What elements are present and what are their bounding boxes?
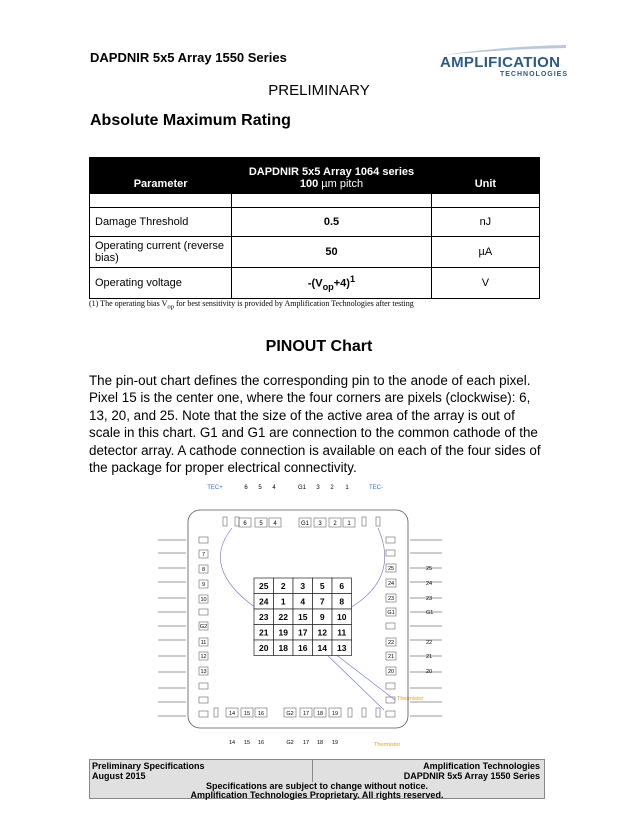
bottom-inner-label-18: 18 — [316, 711, 324, 717]
right-outer-label-21: 21 — [426, 654, 433, 660]
bottom-outer-label-19: 19 — [331, 740, 339, 746]
thermistor-outer-label: Thermistor — [374, 742, 401, 748]
col-parameter: Parameter — [90, 158, 232, 194]
pixel-label-6: 6 — [339, 580, 345, 591]
left-inner-pad — [199, 697, 208, 703]
top-inner-pad — [235, 517, 239, 526]
bottom-inner-label-15: 15 — [243, 711, 251, 717]
top-pin-label-5: 5 — [258, 485, 262, 491]
bond-wire — [350, 528, 385, 608]
pixel-label-8: 8 — [339, 596, 345, 607]
top-inner-label-G1: G1 — [300, 521, 310, 527]
top-inner-label-1: 1 — [347, 521, 351, 527]
left-inner-label-13: 13 — [200, 669, 207, 675]
right-inner-pad — [386, 683, 395, 689]
bond-wire — [220, 528, 256, 608]
pixel-label-13: 13 — [337, 642, 347, 653]
col-value-line1: DAPDNIR 5x5 Array 1064 series — [248, 166, 415, 178]
unit-cell: µA — [431, 237, 539, 268]
bottom-outer-label-17: 17 — [302, 740, 310, 746]
param-cell: Operating current (reverse bias) — [90, 237, 232, 268]
top-pin-label-2: 2 — [330, 485, 334, 491]
left-inner-label-7: 7 — [201, 552, 206, 558]
logo-main-text: AMPLIFICATION — [440, 54, 561, 71]
pinout-diagram — [150, 478, 450, 750]
pixel-label-20: 20 — [259, 642, 269, 653]
pixel-label-19: 19 — [278, 627, 288, 638]
pixel-label-16: 16 — [298, 642, 308, 653]
value-cell: 50 — [232, 237, 432, 268]
left-inner-pad — [199, 609, 208, 615]
bottom-inner-label-14: 14 — [228, 711, 236, 717]
left-inner-label-10: 10 — [200, 597, 207, 603]
left-inner-pad — [199, 711, 208, 717]
bottom-inner-label-G2: G2 — [286, 711, 294, 717]
pixel-label-21: 21 — [259, 627, 269, 638]
right-outer-label-24: 24 — [426, 581, 433, 587]
pixel-label-10: 10 — [337, 611, 347, 622]
col-unit: Unit — [431, 158, 539, 194]
top-inner-pad — [223, 517, 227, 526]
pixel-label-7: 7 — [319, 596, 325, 607]
top-inner-label-6: 6 — [243, 521, 247, 527]
pinout-paragraph: The pin-out chart defines the corresponding pin to the anode of each pixel. Pixel 15 is the center one, where the four corners are pixels (clockwise): 6, 13, 20, and 25. Note that the size of the active area of the array is out of scale in this chart. G1 and G1 are connection to the common cathode of the detector array. A cathode connection is available on each of the four sides of the package for proper electrical connectivity. — [89, 373, 541, 476]
right-inner-label-24: 24 — [387, 581, 395, 587]
right-inner-label-23: 23 — [387, 596, 395, 602]
top-pin-label-G1: G1 — [297, 485, 307, 491]
pixel-label-1: 1 — [280, 596, 286, 607]
preliminary-label: PRELIMINARY — [268, 82, 370, 99]
value-cell: 0.5 — [232, 208, 432, 237]
pixel-label-11: 11 — [337, 627, 347, 638]
right-outer-label-25: 25 — [426, 566, 433, 572]
table-spacer-row — [90, 194, 540, 208]
left-inner-pad — [199, 683, 208, 689]
left-inner-label-G2: G2 — [199, 624, 208, 630]
col-value-pitch: 100 — [299, 178, 319, 190]
right-inner-label-21: 21 — [387, 654, 395, 660]
company-logo — [438, 44, 568, 78]
pixel-label-23: 23 — [259, 611, 269, 622]
footer-center-line2: Amplification Technologies Proprietary. All rights reserved. — [190, 790, 444, 800]
top-pin-label-6: 6 — [244, 485, 248, 491]
pixel-label-25: 25 — [259, 580, 269, 591]
pixel-label-15: 15 — [298, 611, 308, 622]
bottom-inner-pad — [362, 708, 366, 717]
left-inner-label-8: 8 — [201, 567, 206, 573]
series-title: DAPDNIR 5x5 Array 1550 Series — [90, 50, 287, 65]
top-pin-label-3: 3 — [316, 485, 320, 491]
pixel-label-17: 17 — [298, 627, 308, 638]
right-inner-pad — [386, 537, 395, 543]
top-pin-label-TEC-: TEC- — [369, 485, 383, 491]
right-inner-label-25: 25 — [387, 566, 395, 572]
unit-cell: V — [431, 268, 539, 299]
param-cell: Operating voltage — [90, 268, 232, 299]
param-cell: Damage Threshold — [90, 208, 232, 237]
top-pin-label-4: 4 — [272, 485, 276, 491]
thermistor-wire — [330, 650, 395, 700]
right-outer-label-20: 20 — [426, 669, 433, 675]
top-inner-label-5: 5 — [259, 521, 263, 527]
table-footnote: (1) The operating bias $V_{op}$ for best sensitivity is provided by Amplification Technologies after testing — [89, 299, 414, 311]
top-inner-label-4: 4 — [273, 521, 277, 527]
bottom-outer-label-G2: G2 — [286, 740, 294, 746]
page-footer — [89, 759, 545, 799]
right-outer-label-23: 23 — [426, 596, 433, 602]
thermistor-wire — [322, 650, 384, 710]
right-inner-label-22: 22 — [387, 640, 395, 646]
amr-table — [89, 157, 540, 299]
bottom-inner-label-16: 16 — [257, 711, 265, 717]
col-value — [232, 158, 432, 194]
footer-left-line1: Preliminary Specifications — [92, 761, 205, 771]
right-inner-pad — [386, 697, 395, 703]
bottom-inner-pad — [214, 708, 218, 717]
logo-sub-text: TECHNOLOGIES — [499, 71, 568, 78]
top-pin-label-1: 1 — [345, 485, 349, 491]
table-row — [90, 237, 540, 268]
top-pin-label-TEC+: TEC+ — [207, 485, 223, 491]
top-inner-pad — [376, 517, 380, 526]
bottom-inner-pad — [348, 708, 352, 717]
table-row — [90, 208, 540, 237]
left-inner-label-12: 12 — [200, 654, 207, 660]
footer-divider — [312, 760, 313, 782]
top-inner-label-3: 3 — [318, 521, 322, 527]
bottom-outer-label-15: 15 — [243, 740, 251, 746]
footer-right-line2: DAPDNIR 5x5 Array 1550 Series — [403, 771, 540, 781]
footer-left-line2: August 2015 — [92, 771, 146, 781]
bottom-outer-label-14: 14 — [228, 740, 236, 746]
pixel-label-2: 2 — [280, 580, 286, 591]
right-inner-pad — [386, 711, 395, 717]
footer-center-line1: Specifications are subject to change without notice. — [205, 781, 429, 791]
thermistor-inner-label: Thermistor — [397, 696, 424, 702]
right-outer-label-22: 22 — [426, 640, 433, 646]
bottom-inner-label-17: 17 — [302, 711, 310, 717]
bottom-outer-label-18: 18 — [316, 740, 324, 746]
left-inner-label-9: 9 — [201, 582, 206, 588]
unit-cell: nJ — [431, 208, 539, 237]
value-cell: $-(V_{op}+4)^1$ — [232, 268, 432, 299]
right-inner-label-20: 20 — [387, 669, 395, 675]
pixel-label-12: 12 — [317, 627, 327, 638]
left-inner-pad — [199, 537, 208, 543]
pixel-label-18: 18 — [278, 642, 288, 653]
col-value-pitch-unit: µm pitch — [318, 178, 364, 190]
right-inner-pad — [386, 623, 395, 629]
right-inner-pad — [386, 550, 395, 556]
bottom-inner-pad — [376, 708, 380, 717]
pixel-label-14: 14 — [317, 642, 327, 653]
right-inner-label-G1: G1 — [387, 610, 395, 616]
bottom-inner-label-19: 19 — [331, 711, 339, 717]
table-row — [90, 268, 540, 299]
top-inner-label-2: 2 — [333, 521, 337, 527]
pixel-label-4: 4 — [300, 596, 306, 607]
pixel-label-24: 24 — [259, 596, 269, 607]
pixel-label-22: 22 — [278, 611, 288, 622]
pixel-label-9: 9 — [319, 611, 325, 622]
pixel-label-5: 5 — [319, 580, 325, 591]
pinout-heading: PINOUT Chart — [265, 338, 373, 355]
amr-heading: Absolute Maximum Rating — [90, 112, 291, 129]
left-inner-label-11: 11 — [200, 640, 207, 646]
footer-right-line1: Amplification Technologies — [423, 761, 540, 771]
top-inner-pad — [362, 517, 366, 526]
bottom-outer-label-16: 16 — [257, 740, 265, 746]
right-outer-label-G1: G1 — [426, 610, 434, 616]
pixel-label-3: 3 — [300, 580, 306, 591]
